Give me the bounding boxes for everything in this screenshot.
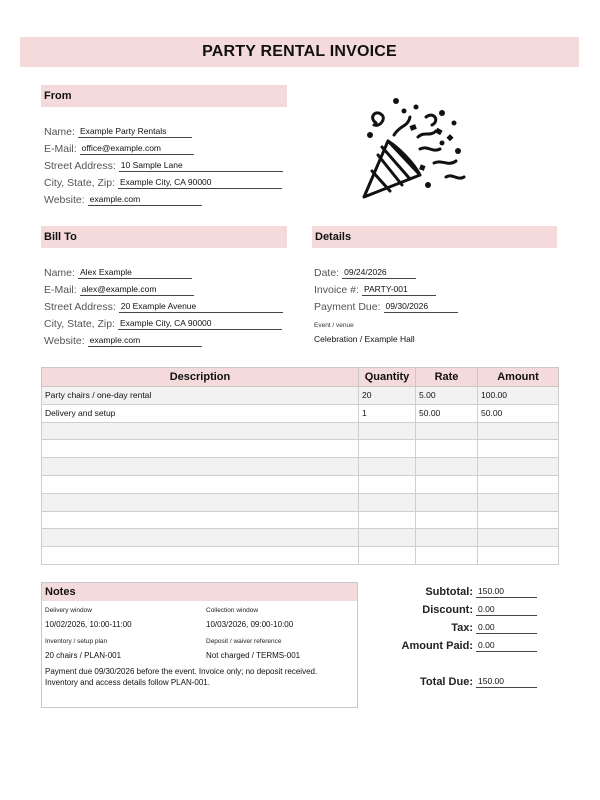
table-row: [42, 493, 559, 511]
item-quantity[interactable]: [359, 529, 416, 547]
bill-city-field: [44, 316, 282, 330]
page-title: PARTY RENTAL INVOICE: [202, 43, 397, 60]
table-row: [42, 387, 559, 405]
col-rate-header: Rate: [416, 368, 478, 387]
tax-label: Tax:: [451, 622, 473, 634]
discount-field: [380, 602, 540, 616]
subtotal-value[interactable]: 150.00: [476, 586, 537, 598]
item-rate[interactable]: [416, 440, 478, 458]
discount-value[interactable]: 0.00: [476, 604, 537, 616]
event-value: Celebration / Example Hall: [314, 334, 415, 344]
item-rate[interactable]: [416, 529, 478, 547]
item-quantity[interactable]: [359, 475, 416, 493]
item-description[interactable]: [42, 547, 359, 565]
title-bar: [20, 37, 579, 67]
from-website-label: Website:: [44, 194, 85, 206]
from-email-label: E-Mail:: [44, 143, 77, 155]
subtotal-label: Subtotal:: [425, 586, 473, 598]
table-row: [42, 458, 559, 476]
col-amount-header: Amount: [478, 368, 559, 387]
bill-street-field: [44, 299, 283, 313]
notes-heading: Notes: [42, 583, 357, 601]
item-amount[interactable]: 100.00: [478, 387, 559, 405]
item-amount[interactable]: [478, 475, 559, 493]
table-row: [42, 511, 559, 529]
details-heading: Details: [312, 226, 557, 248]
from-city-field: [44, 175, 282, 189]
bill-email-label: E-Mail:: [44, 284, 77, 296]
item-quantity[interactable]: [359, 493, 416, 511]
table-row: [42, 404, 559, 422]
items-table: [41, 367, 559, 565]
bill-email-field: [44, 282, 194, 296]
payment-due-field: [314, 299, 458, 313]
total-due-label: Total Due:: [420, 676, 473, 688]
item-quantity[interactable]: 20: [359, 387, 416, 405]
from-street-label: Street Address:: [44, 160, 116, 172]
collection-window-label: Collection window: [206, 607, 259, 614]
inventory-plan-value: 20 chairs / PLAN-001: [45, 651, 122, 660]
item-quantity[interactable]: [359, 440, 416, 458]
col-description-header: Description: [42, 368, 359, 387]
from-website-field: [44, 192, 202, 206]
invoice-number-field: [314, 282, 436, 296]
tax-value[interactable]: 0.00: [476, 622, 537, 634]
from-email-field: [44, 141, 194, 155]
bill-to-heading: Bill To: [41, 226, 287, 248]
delivery-window-value: 10/02/2026, 10:00-11:00: [45, 620, 132, 629]
item-description[interactable]: [42, 511, 359, 529]
amount-paid-label: Amount Paid:: [401, 640, 473, 652]
item-amount[interactable]: [478, 440, 559, 458]
item-quantity[interactable]: [359, 422, 416, 440]
item-rate[interactable]: 5.00: [416, 387, 478, 405]
event-label: Event / venue: [314, 322, 354, 329]
item-rate[interactable]: [416, 511, 478, 529]
bill-website-label: Website:: [44, 335, 85, 347]
invoice-number-label: Invoice #:: [314, 284, 359, 296]
item-amount[interactable]: [478, 529, 559, 547]
item-description[interactable]: [42, 422, 359, 440]
item-description[interactable]: [42, 475, 359, 493]
from-name-field: [44, 124, 192, 138]
total-due-field: [380, 674, 540, 688]
from-street-value[interactable]: 10 Sample Lane: [119, 160, 283, 172]
item-description[interactable]: Delivery and setup: [42, 404, 359, 422]
from-street-field: [44, 158, 283, 172]
payment-due-label: Payment Due:: [314, 301, 381, 313]
bill-name-value[interactable]: Alex Example: [78, 267, 192, 279]
deposit-reference-value: Not charged / TERMS-001: [206, 651, 301, 660]
bill-city-value[interactable]: Example City, CA 90000: [118, 318, 282, 330]
item-quantity[interactable]: [359, 458, 416, 476]
party-popper-icon: [358, 97, 473, 203]
notes-box: [41, 582, 358, 708]
amount-paid-field: [380, 638, 540, 652]
table-row: [42, 547, 559, 565]
item-rate[interactable]: [416, 475, 478, 493]
inventory-plan-label: Inventory / setup plan: [45, 638, 108, 645]
from-website-value[interactable]: example.com: [88, 194, 202, 206]
item-description[interactable]: Party chairs / one-day rental: [42, 387, 359, 405]
subtotal-field: [380, 584, 540, 598]
payment-due-value[interactable]: 09/30/2026: [384, 301, 458, 313]
item-quantity[interactable]: 1: [359, 404, 416, 422]
discount-label: Discount:: [422, 604, 473, 616]
item-amount[interactable]: [478, 422, 559, 440]
table-row: [42, 422, 559, 440]
deposit-reference-label: Deposit / waiver reference: [206, 638, 282, 645]
item-amount[interactable]: [478, 458, 559, 476]
bill-name-label: Name:: [44, 267, 75, 279]
bill-city-label: City, State, Zip:: [44, 318, 115, 330]
bill-website-value[interactable]: example.com: [88, 335, 202, 347]
date-field: [314, 265, 416, 279]
table-row: [42, 440, 559, 458]
bill-street-value[interactable]: 20 Example Avenue: [119, 301, 283, 313]
item-description[interactable]: [42, 493, 359, 511]
item-amount[interactable]: [478, 493, 559, 511]
from-email-value[interactable]: office@example.com: [80, 143, 194, 155]
bill-street-label: Street Address:: [44, 301, 116, 313]
from-city-value[interactable]: Example City, CA 90000: [118, 177, 282, 189]
notes-text: Payment due 09/30/2026 before the event. Invoice only; no deposit received. Inventory and access details follow PLAN-001.: [45, 667, 318, 687]
from-name-value[interactable]: Example Party Rentals: [78, 126, 192, 138]
tax-field: [380, 620, 540, 634]
from-heading: From: [41, 85, 287, 107]
amount-paid-value[interactable]: 0.00: [476, 640, 537, 652]
item-description[interactable]: [42, 440, 359, 458]
col-quantity-header: Quantity: [359, 368, 416, 387]
item-rate[interactable]: [416, 458, 478, 476]
item-amount[interactable]: [478, 547, 559, 565]
collection-window-value: 10/03/2026, 09:00-10:00: [206, 620, 294, 629]
item-description[interactable]: [42, 458, 359, 476]
date-value[interactable]: 09/24/2026: [342, 267, 416, 279]
invoice-number-value[interactable]: PARTY-001: [362, 284, 436, 296]
item-quantity[interactable]: [359, 511, 416, 529]
from-name-label: Name:: [44, 126, 75, 138]
item-amount[interactable]: 50.00: [478, 404, 559, 422]
table-row: [42, 529, 559, 547]
item-amount[interactable]: [478, 511, 559, 529]
date-label: Date:: [314, 267, 340, 279]
item-rate[interactable]: [416, 493, 478, 511]
bill-email-value[interactable]: alex@example.com: [80, 284, 194, 296]
table-row: [42, 475, 559, 493]
item-rate[interactable]: [416, 422, 478, 440]
item-quantity[interactable]: [359, 547, 416, 565]
from-city-label: City, State, Zip:: [44, 177, 115, 189]
item-rate[interactable]: [416, 547, 478, 565]
delivery-window-label: Delivery window: [45, 607, 92, 614]
item-rate[interactable]: 50.00: [416, 404, 478, 422]
bill-website-field: [44, 333, 202, 347]
bill-name-field: [44, 265, 192, 279]
total-due-value[interactable]: 150.00: [476, 676, 537, 688]
item-description[interactable]: [42, 529, 359, 547]
